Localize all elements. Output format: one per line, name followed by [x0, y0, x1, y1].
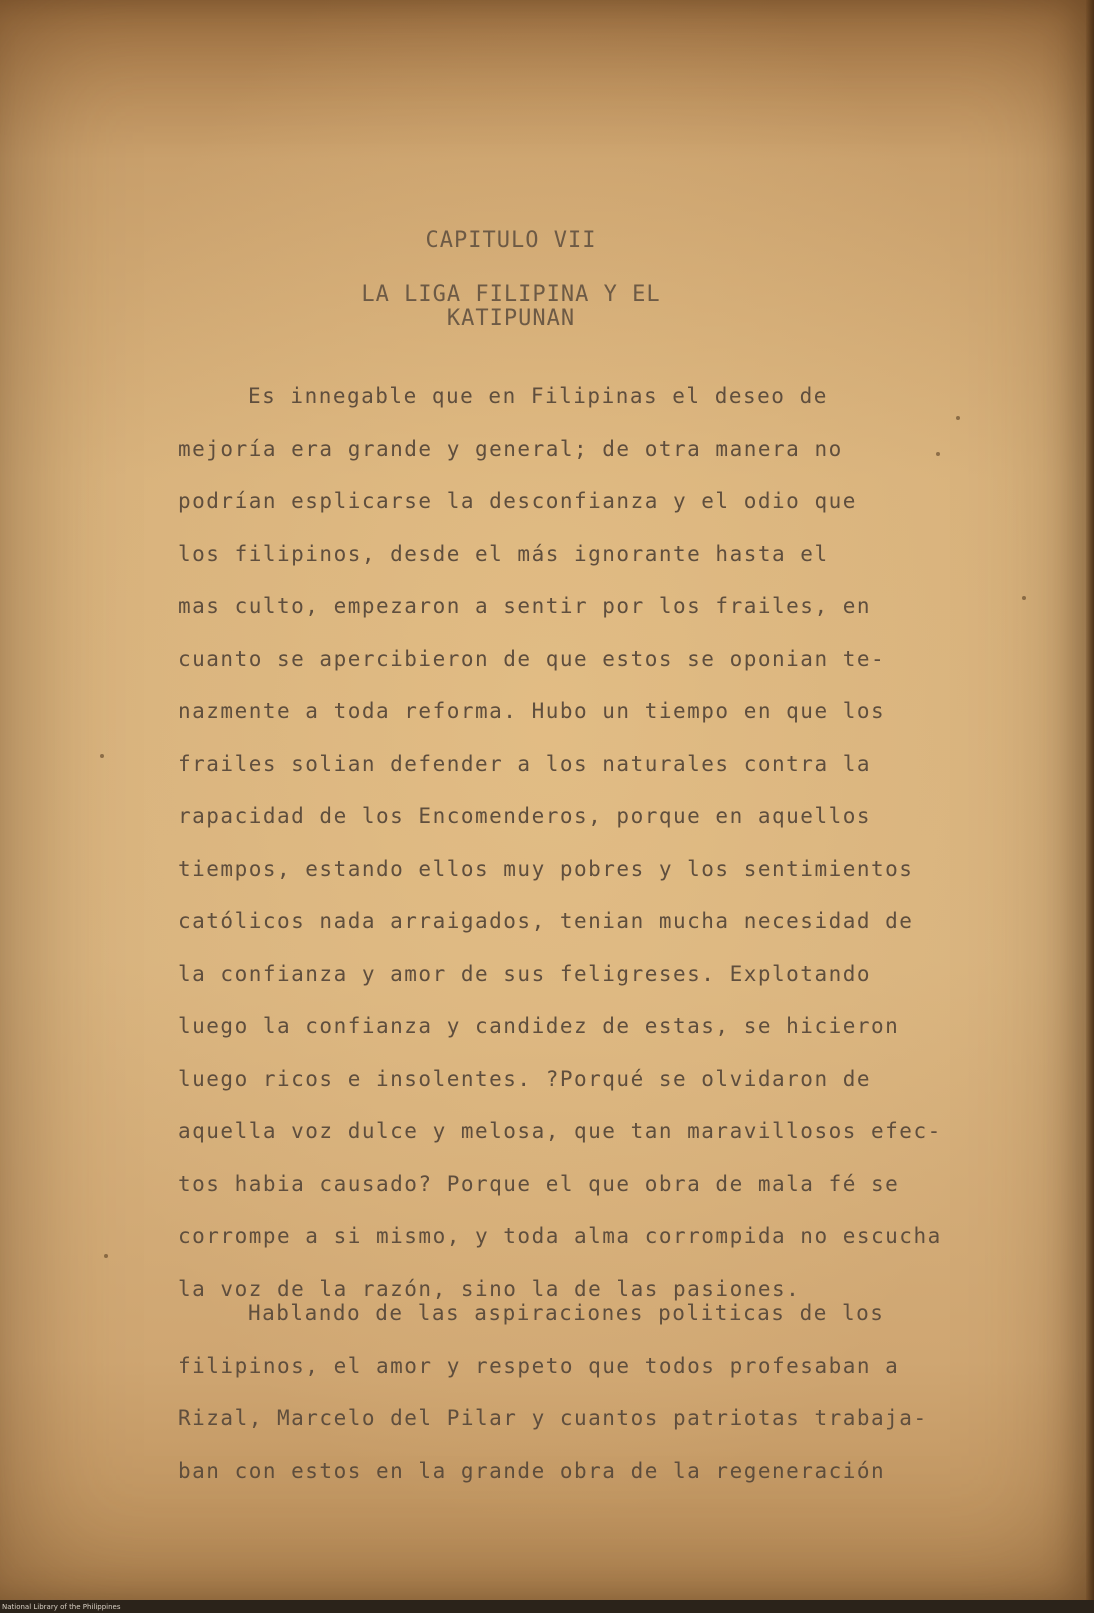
- text-line: aquella voz dulce y melosa, que tan maravillosos efec-: [178, 1119, 942, 1143]
- text-line: luego ricos e insolentes. ?Porqué se olvidaron de: [178, 1066, 872, 1091]
- page-edge: [1086, 0, 1094, 1600]
- ink-speck: [936, 452, 940, 456]
- text-line: frailes solian defender a los naturales contra la: [178, 751, 872, 776]
- text-line: católicos nada arraigados, tenian mucha necesidad de: [178, 909, 914, 933]
- text-line: Rizal, Marcelo del Pilar y cuantos patriotas trabaja-: [178, 1406, 928, 1430]
- chapter-title-line-1: LA LIGA FILIPINA Y EL: [361, 282, 661, 307]
- chapter-title-line-2: KATIPUNAN: [446, 306, 576, 331]
- ink-speck: [956, 416, 960, 420]
- text-line: la confianza y amor de sus feligreses. Explotando: [178, 961, 872, 986]
- text-line: tos habia causado? Porque el que obra de mala fé se: [178, 1171, 900, 1196]
- paragraph-2: [178, 1287, 1018, 1497]
- text-line: tiempos, estando ellos muy pobres y los sentimientos: [178, 856, 914, 881]
- text-line: la voz de la razón, sino la de las pasiones.: [178, 1276, 801, 1301]
- paragraph-1: [178, 370, 1018, 1315]
- text-line: ban con estos en la grande obra de la regeneración: [178, 1458, 886, 1483]
- footer-credit: National Library of the Philippines: [2, 1603, 121, 1611]
- text-line: mas culto, empezaron a sentir por los frailes, en: [178, 594, 872, 618]
- text-line: los filipinos, desde el más ignorante hasta el: [178, 541, 829, 566]
- text-line: podrían esplicarse la desconfianza y el odio que: [178, 489, 857, 513]
- ink-speck: [100, 754, 104, 758]
- chapter-number: CAPITULO VII: [425, 228, 597, 253]
- text-line: mejoría era grande y general; de otra manera no: [178, 436, 843, 461]
- text-line: cuanto se apercibieron de que estos se oponian te-: [178, 646, 886, 671]
- ink-speck: [104, 1254, 108, 1258]
- text-line: nazmente a toda reforma. Hubo un tiempo en que los: [178, 699, 886, 723]
- text-line: Hablando de las aspiraciones politicas de los: [248, 1301, 885, 1325]
- text-line: corrompe a si mismo, y toda alma corrompida no escucha: [178, 1224, 942, 1248]
- text-line: filipinos, el amor y respeto que todos profesaban a: [178, 1353, 900, 1378]
- text-line: rapacidad de los Encomenderos, porque en aquellos: [178, 804, 872, 828]
- text-line: Es innegable que en Filipinas el deseo de: [248, 384, 828, 408]
- text-line: luego la confianza y candidez de estas, se hicieron: [178, 1014, 900, 1038]
- ink-speck: [1022, 596, 1026, 600]
